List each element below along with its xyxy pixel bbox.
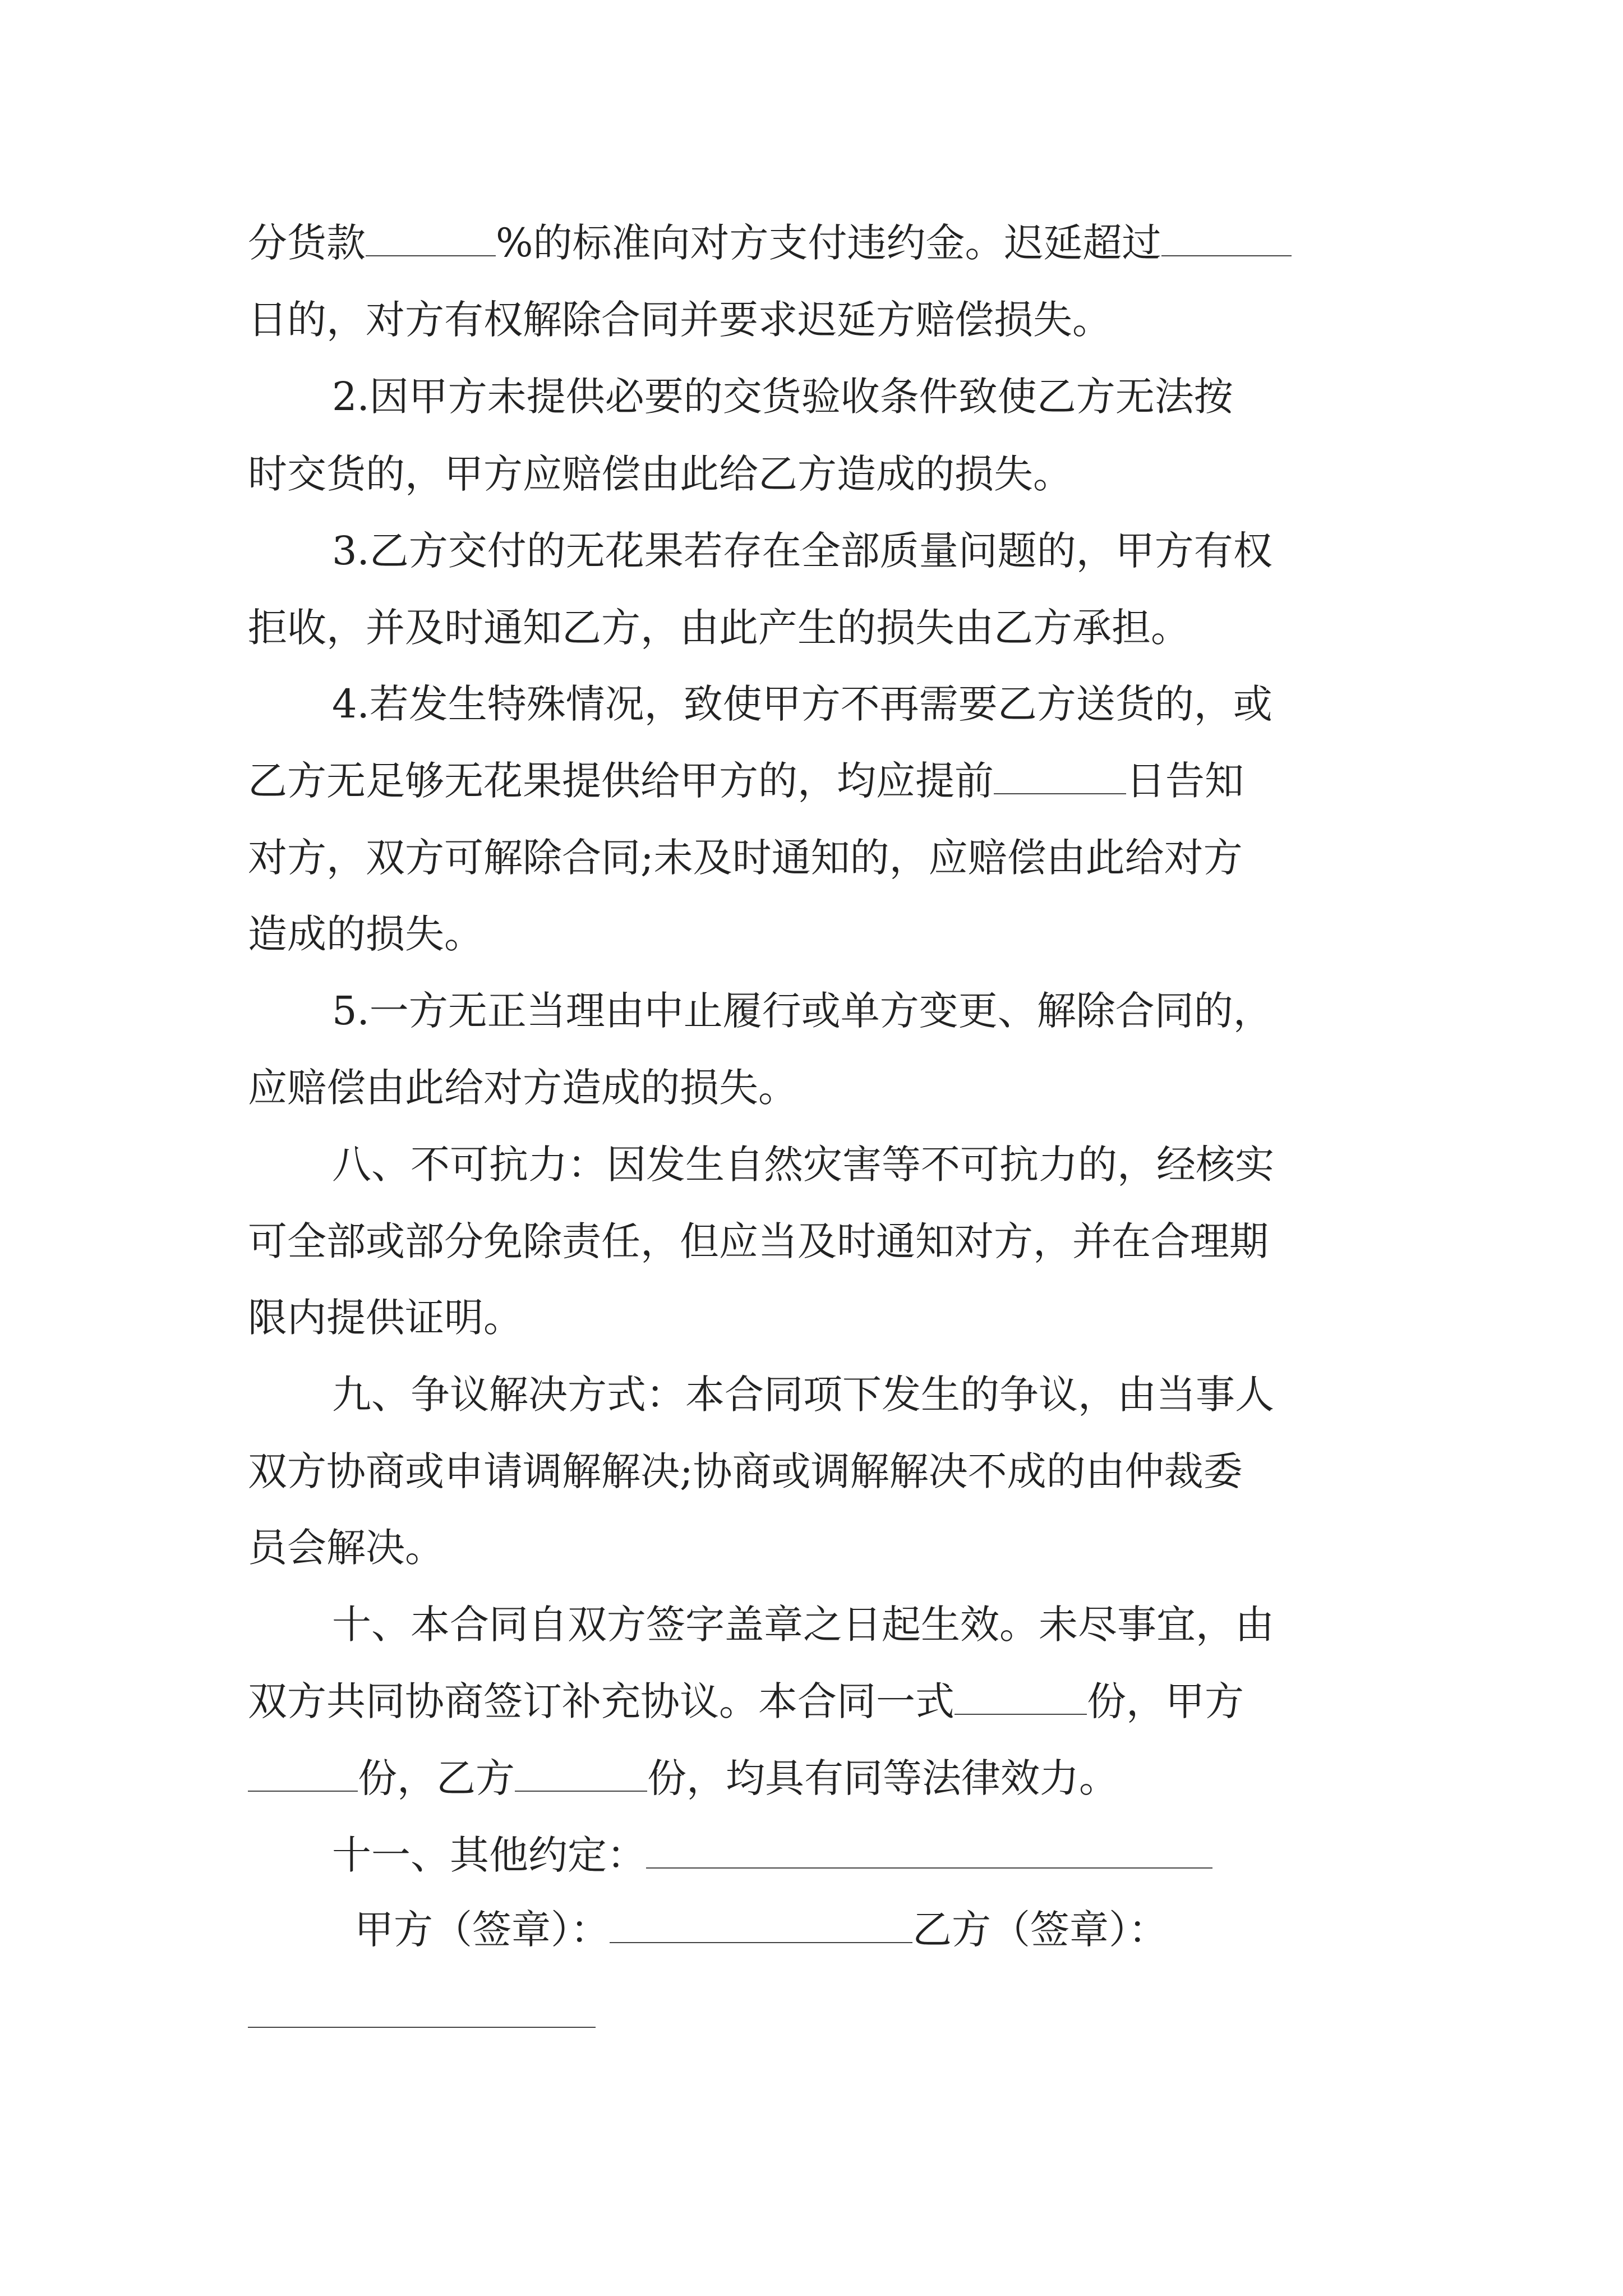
text-line <box>248 756 1376 806</box>
fill-in-blank <box>1161 224 1292 256</box>
text-segment: 拒收，并及时通知乙方，由此产生的损失由乙方承担。 <box>248 605 1190 651</box>
text-line <box>248 1753 1229 1803</box>
text-line <box>332 526 1376 576</box>
text-line <box>332 1830 1252 1880</box>
text-line <box>332 1139 1376 1190</box>
fill-in-blank <box>366 224 496 256</box>
text-segment: 双方协商或申请调解解决;协商或调解解决不成的由仲裁委 <box>248 1448 1243 1494</box>
text-segment: 十、本合同自双方签字盖章之日起生效。未尽事宜，由 <box>332 1602 1274 1648</box>
text-line <box>248 1522 461 1573</box>
text-line <box>248 1062 865 1113</box>
fill-in-blank <box>955 1682 1087 1715</box>
text-segment: 分货款 <box>248 220 366 266</box>
text-segment: 5.一方无正当理由中止履行或单方变更、解除合同的， <box>332 988 1272 1034</box>
text-segment: 2.因甲方未提供必要的交货验收条件致使乙方无法按 <box>332 374 1233 420</box>
fill-in-blank <box>515 1759 647 1792</box>
fill-in-blank <box>610 1911 912 1943</box>
text-segment: 日告知 <box>1126 758 1244 804</box>
text-line <box>248 449 1145 499</box>
text-segment: 日的，对方有权解除合同并要求迟延方赔偿损失。 <box>248 297 1112 343</box>
text-line <box>248 218 1376 268</box>
text-line <box>248 1446 1376 1497</box>
text-line <box>248 295 1201 345</box>
text-line <box>332 1369 1376 1420</box>
text-line <box>248 1676 1376 1727</box>
text-segment: 双方共同协商签订补充协议。本合同一式 <box>248 1678 955 1724</box>
text-segment: 份，甲方 <box>1087 1678 1244 1724</box>
text-segment: 十一、其他约定： <box>332 1832 646 1878</box>
text-line <box>248 1292 551 1343</box>
text-line <box>248 832 1376 883</box>
fill-in-blank <box>646 1836 1212 1869</box>
text-segment: 对方，双方可解除合同;未及时通知的，应赔偿由此给对方 <box>248 835 1243 881</box>
signature-blank-line <box>248 2027 596 2028</box>
text-segment: 乙方（签章）： <box>912 1907 1168 1953</box>
text-line <box>354 1904 1376 1955</box>
text-segment: 限内提供证明。 <box>248 1295 523 1341</box>
text-segment: 时交货的，甲方应赔偿由此给乙方造成的损失。 <box>248 451 1072 497</box>
text-segment: 九、争议解决方式：本合同项下发生的争议，由当事人 <box>332 1372 1274 1418</box>
text-segment: 可全部或部分免除责任，但应当及时通知对方，并在合理期 <box>248 1218 1269 1264</box>
text-line <box>248 1216 1376 1267</box>
fill-in-blank <box>994 762 1126 794</box>
text-segment: 份，乙方 <box>358 1755 515 1801</box>
text-line <box>248 909 506 959</box>
text-segment: 4.若发生特殊情况，致使甲方不再需要乙方送货的，或 <box>332 681 1272 727</box>
text-segment: 员会解决。 <box>248 1525 444 1571</box>
text-segment: 甲方（签章）： <box>354 1907 610 1953</box>
text-segment: %的标准向对方支付违约金。迟延超过 <box>496 220 1161 266</box>
text-line <box>332 679 1376 729</box>
text-segment: 乙方无足够无花果提供给甲方的，均应提前 <box>248 758 994 804</box>
text-line <box>248 602 1285 653</box>
text-segment: 份，均具有同等法律效力。 <box>647 1755 1118 1801</box>
text-segment: 造成的损失。 <box>248 911 483 957</box>
text-line <box>332 986 1376 1036</box>
text-segment: 应赔偿由此给对方造成的损失。 <box>248 1065 797 1111</box>
text-line <box>332 371 1376 422</box>
text-line <box>332 1599 1376 1650</box>
fill-in-blank <box>248 1759 358 1792</box>
text-segment: 八、不可抗力：因发生自然灾害等不可抗力的，经核实 <box>332 1142 1274 1188</box>
text-segment: 3.乙方交付的无花果若存在全部质量问题的，甲方有权 <box>332 528 1272 574</box>
